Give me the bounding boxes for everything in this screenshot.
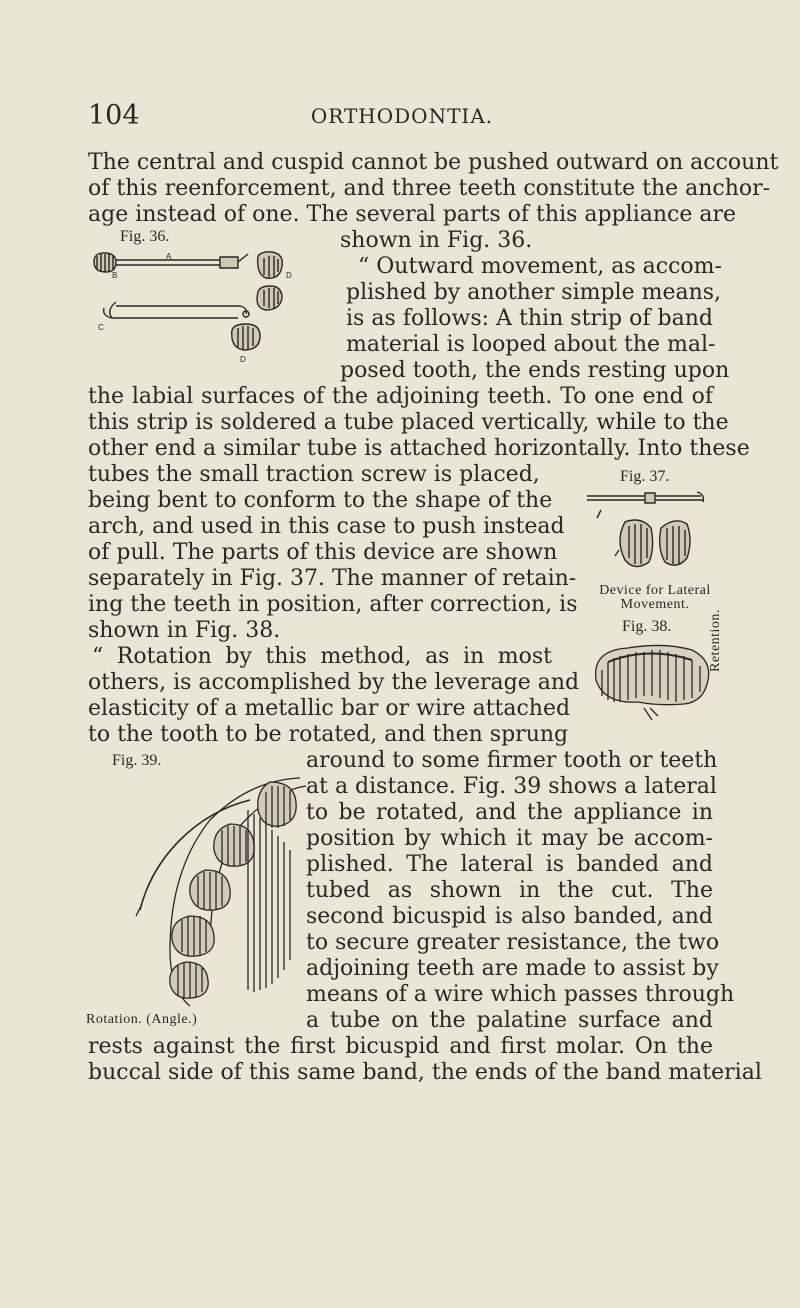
body-line: material is looped about the mal- [346, 332, 716, 357]
fig-37-label: Fig. 37. [620, 468, 670, 485]
fig-39-caption: Rotation. (Angle.) [86, 1012, 198, 1027]
body-line: a tube on the palatine surface and [306, 1008, 713, 1033]
body-line: second bicuspid is also banded, and [306, 904, 713, 929]
body-line: to be rotated, and the appliance in [306, 800, 713, 825]
body-line: “ Outward movement, as accom- [358, 254, 722, 279]
body-line: tubes the small traction screw is placed, [88, 462, 540, 487]
body-line: posed tooth, the ends resting upon [340, 358, 730, 383]
fig-36-appliance-illustration [88, 248, 344, 388]
fig-37-device-illustration [585, 488, 715, 584]
fig-36-label: Fig. 36. [120, 228, 170, 245]
body-line: plished by another simple means, [346, 280, 722, 305]
body-line: this strip is soldered a tube placed vertically, while to the [88, 410, 729, 435]
body-line: plished. The lateral is banded and [306, 852, 713, 877]
body-line: is as follows: A thin strip of band [346, 306, 713, 331]
body-line: other end a similar tube is attached horizontally. Into these [88, 436, 750, 461]
body-line: adjoining teeth are made to assist by [306, 956, 719, 981]
fig-36-letter-d-upper: D [286, 271, 292, 280]
body-line: to the tooth to be rotated, and then sprung [88, 722, 569, 747]
fig-36-letter-b: B [112, 271, 118, 280]
body-line: others, is accomplished by the leverage and [88, 670, 580, 695]
body-line: “ Rotation by this method, as in most [92, 644, 552, 669]
body-line: age instead of one. The several parts of this appliance are [88, 202, 737, 227]
page-header [88, 90, 716, 140]
body-line: rests against the first bicuspid and first molar. On the [88, 1034, 713, 1059]
body-line: The central and cuspid cannot be pushed outward on account [88, 150, 779, 175]
body-line: ing the teeth in position, after correction, is [88, 592, 578, 617]
fig-39-label: Fig. 39. [112, 752, 162, 769]
running-head: ORTHODONTIA. [310, 104, 494, 128]
page-number: 104 [88, 100, 140, 131]
body-line: shown in Fig. 38. [88, 618, 281, 643]
fig-37-caption: Device for Lateral Movement. [599, 583, 711, 612]
body-line: of this reenforcement, and three teeth constitute the anchor- [88, 176, 771, 201]
body-line: position by which it may be accom- [306, 826, 713, 851]
body-line: to secure greater resistance, the two [306, 930, 720, 955]
body-line: buccal side of this same band, the ends of the band material [88, 1060, 762, 1085]
body-line: shown in Fig. 36. [340, 228, 533, 253]
body-line: separately in Fig. 37. The manner of retain- [88, 566, 577, 591]
fig-36-letter-a: A [166, 252, 172, 261]
fig-38-retention-illustration [588, 640, 716, 730]
body-line: being bent to conform to the shape of the [88, 488, 553, 513]
fig-38-label: Fig. 38. [622, 618, 672, 635]
body-line: the labial surfaces of the adjoining teeth. To one end of [88, 384, 713, 409]
body-line: elasticity of a metallic bar or wire attached [88, 696, 571, 721]
fig-38-caption: Retention. [708, 609, 723, 672]
body-line: of pull. The parts of this device are shown [88, 540, 558, 565]
body-line: around to some firmer tooth or teeth [306, 748, 718, 773]
fig-36-letter-c: C [98, 323, 104, 332]
fig-36-letter-d-lower: D [240, 355, 246, 364]
body-line: means of a wire which passes through [306, 982, 735, 1007]
body-line: arch, and used in this case to push instead [88, 514, 565, 539]
body-line: at a distance. Fig. 39 shows a lateral [306, 774, 717, 799]
fig-39-rotation-illustration [130, 770, 310, 1010]
body-line: tubed as shown in the cut. The [306, 878, 713, 903]
